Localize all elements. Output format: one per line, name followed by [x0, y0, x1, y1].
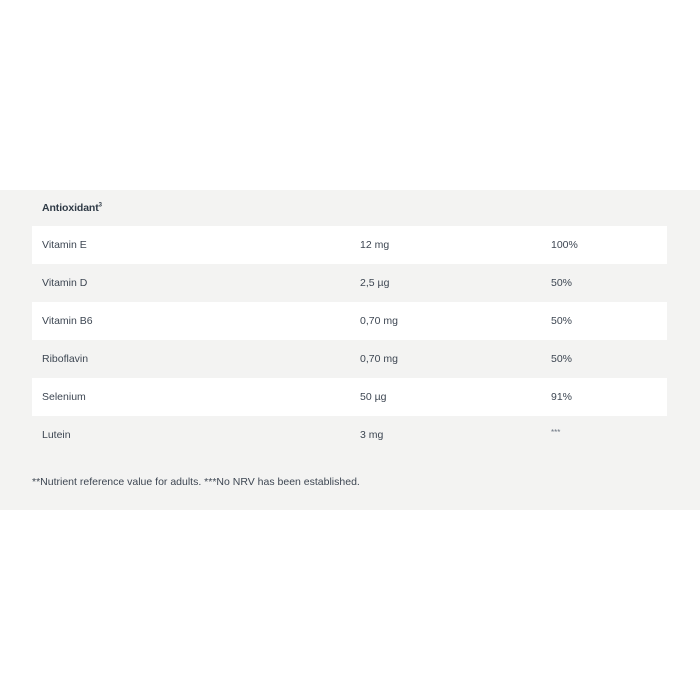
section-title-superscript: 3	[98, 202, 102, 209]
nutrient-nrv: 50%	[551, 315, 573, 327]
table-row	[32, 340, 667, 378]
nutrient-name: Vitamin B6	[42, 315, 93, 327]
nutrient-nrv: ***	[551, 428, 561, 437]
section-title	[42, 202, 102, 214]
nutrient-nrv: 50%	[551, 353, 573, 365]
table-row	[32, 264, 667, 302]
table-row	[32, 416, 667, 454]
nutrient-amount: 12 mg	[360, 239, 390, 251]
section-title-text: Antioxidant	[42, 202, 99, 214]
table-row	[32, 226, 667, 264]
nutrient-amount: 3 mg	[360, 429, 384, 441]
nutrient-nrv: 100%	[551, 239, 578, 251]
nutrient-nrv: 50%	[551, 277, 573, 289]
nutrient-name: Vitamin D	[42, 277, 88, 289]
nutrient-nrv: 91%	[551, 391, 573, 403]
footnote: **Nutrient reference value for adults. ***No NRV has been established.	[32, 476, 360, 488]
nutrient-amount: 50 µg	[360, 391, 387, 403]
nutrient-amount: 0,70 mg	[360, 353, 398, 365]
nutrient-name: Riboflavin	[42, 353, 89, 365]
table-row	[32, 302, 667, 340]
table-row	[32, 378, 667, 416]
nutrient-name: Lutein	[42, 429, 71, 441]
nutrient-amount: 2,5 µg	[360, 277, 390, 289]
nutrient-amount: 0,70 mg	[360, 315, 398, 327]
nutrient-name: Selenium	[42, 391, 86, 403]
nutrition-table-panel	[0, 190, 700, 510]
nutrient-name: Vitamin E	[42, 239, 87, 251]
nutrient-rows	[32, 226, 667, 454]
